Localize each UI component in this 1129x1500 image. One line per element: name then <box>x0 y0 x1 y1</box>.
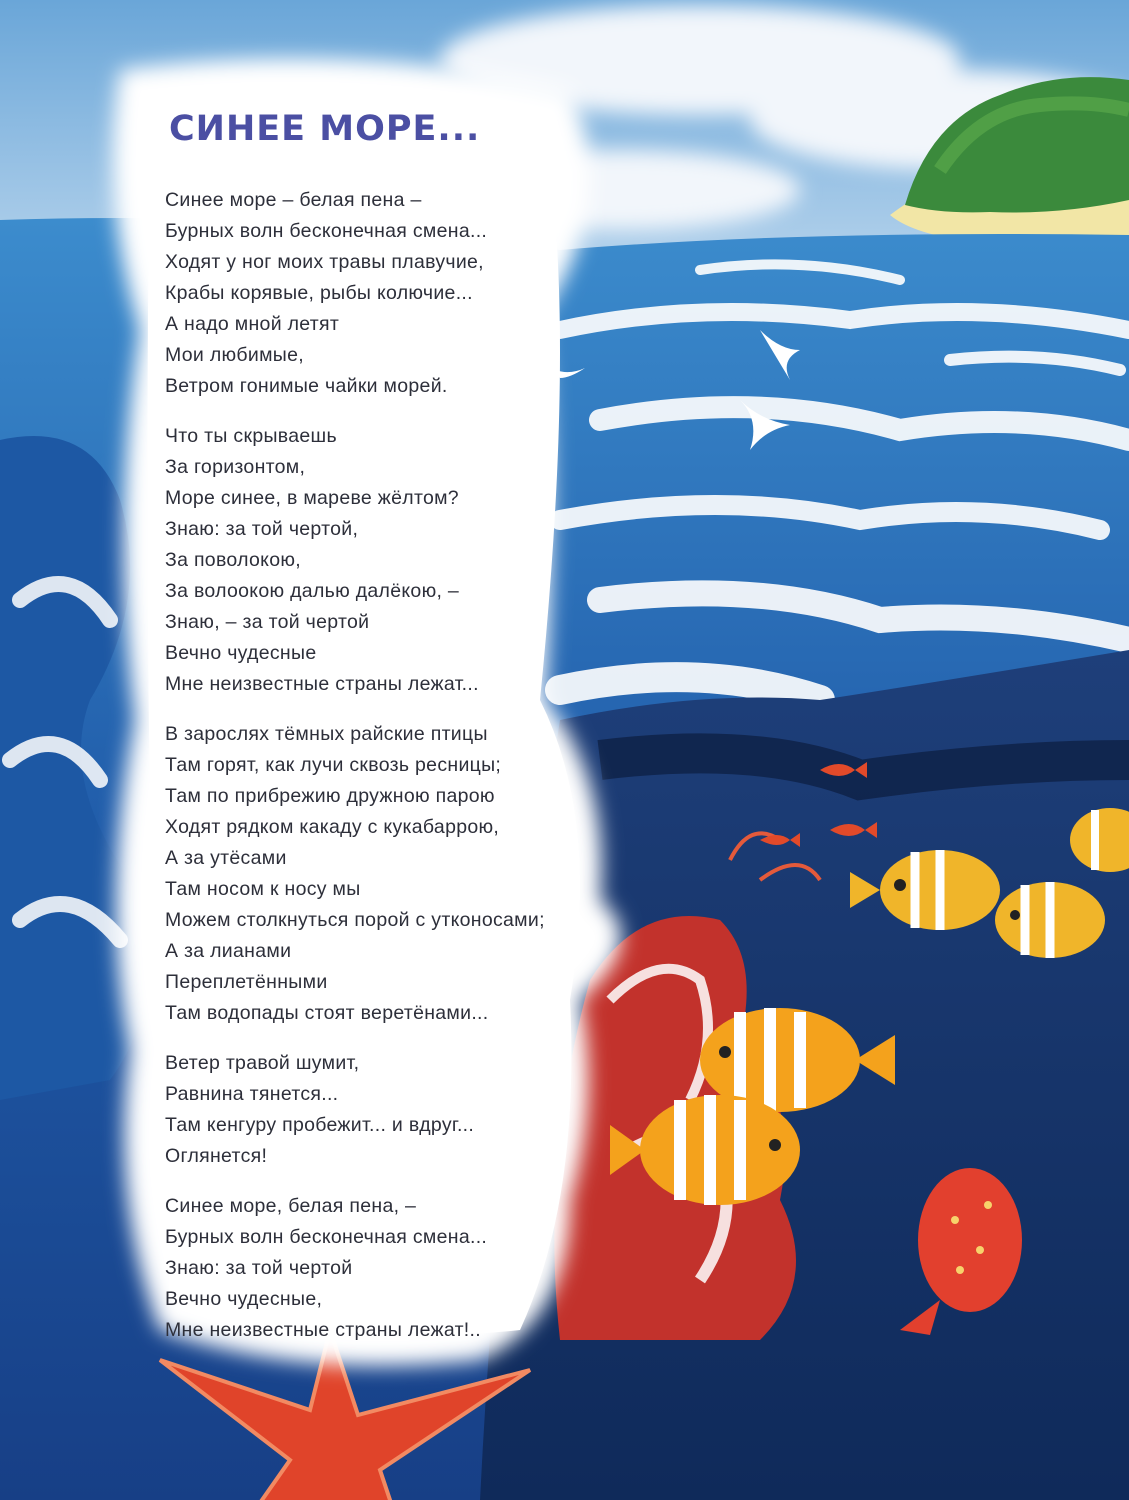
poem-line: А надо мной летят <box>165 312 340 335</box>
poem-line: Мне неизвестные страны лежат!.. <box>165 1318 481 1341</box>
poem-line: Там носом к носу мы <box>165 877 361 900</box>
poem-line: За поволокою, <box>165 548 301 571</box>
poem-line: Синее море, белая пена, – <box>165 1194 417 1217</box>
stanza <box>165 1048 635 1172</box>
poem-line: Вечно чудесные, <box>165 1287 323 1310</box>
stanza <box>165 1191 635 1346</box>
poem-line: Знаю: за той чертой, <box>165 517 359 540</box>
stanza <box>165 185 635 402</box>
poem-line: За горизонтом, <box>165 455 306 478</box>
poem-body <box>165 185 635 1346</box>
poem-line: Бурных волн бесконечная смена... <box>165 1225 488 1248</box>
poem-line: Ходят у ног моих травы плавучие, <box>165 250 484 273</box>
poem-panel <box>165 110 635 1365</box>
stanza <box>165 421 635 700</box>
poem-line: Синее море – белая пена – <box>165 188 422 211</box>
poem-line: Равнина тянется... <box>165 1082 339 1105</box>
poem-line: Мои любимые, <box>165 343 304 366</box>
poem-line: Ветром гонимые чайки морей. <box>165 374 448 397</box>
poem-line: Знаю: за той чертой <box>165 1256 353 1279</box>
poem-line: Можем столкнуться порой с утконосами; <box>165 908 545 931</box>
poem-line: Там по прибрежию дружною парою <box>165 784 495 807</box>
poem-line: Переплетёнными <box>165 970 328 993</box>
poem-line: Знаю, – за той чертой <box>165 610 370 633</box>
poem-line: Оглянется! <box>165 1144 268 1167</box>
poem-line: Крабы корявые, рыбы колючие... <box>165 281 473 304</box>
poem-line: Ветер травой шумит, <box>165 1051 360 1074</box>
poem-line: Море синее, в мареве жёлтом? <box>165 486 459 509</box>
poem-line: Вечно чудесные <box>165 641 317 664</box>
poem-line: А за лианами <box>165 939 292 962</box>
poem-line: Ходят рядком какаду с кукабаррою, <box>165 815 500 838</box>
poem-title: СИНЕЕ МОРЕ... <box>169 109 481 149</box>
poem-line: Бурных волн бесконечная смена... <box>165 219 488 242</box>
poem-line: Там горят, как лучи сквозь ресницы; <box>165 753 502 776</box>
poem-line: Мне неизвестные страны лежат... <box>165 672 479 695</box>
poem-line: Что ты скрываешь <box>165 424 337 447</box>
poem-line: В зарослях тёмных райские птицы <box>165 722 488 745</box>
poem-line: За волоокою далью далёкою, – <box>165 579 460 602</box>
poem-line: Там кенгуру пробежит... и вдруг... <box>165 1113 475 1136</box>
stanza <box>165 719 635 1029</box>
poem-line: Там водопады стоят веретёнами... <box>165 1001 489 1024</box>
poem-line: А за утёсами <box>165 846 287 869</box>
